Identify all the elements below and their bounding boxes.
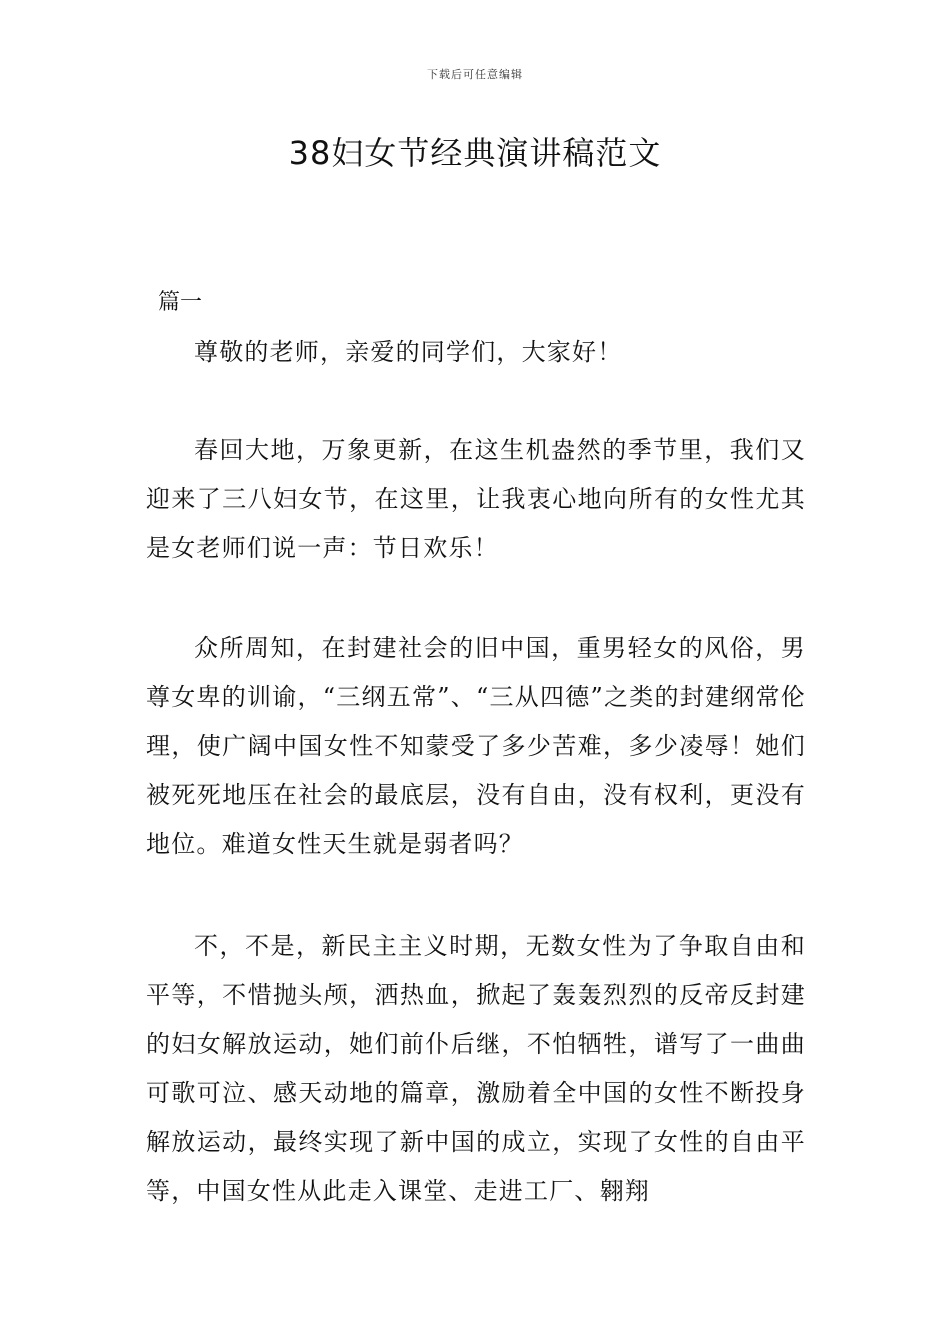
greeting-block [146, 328, 806, 377]
paragraph-block-1 [146, 426, 806, 573]
greeting-paragraph: 尊敬的老师，亲爱的同学们，大家好！ [194, 338, 623, 366]
header-note: 下载后可任意编辑 [427, 68, 523, 81]
paragraph-block-2 [146, 624, 806, 869]
section-label: 篇一 [158, 290, 203, 315]
body-paragraph-3: 不，不是，新民主主义时期，无数女性为了争取自由和平等，不惜抛头颅，洒热血，掀起了轰轰烈烈的反帝反封建的妇女解放运动，她们前仆后继，不怕牺牲，谱写了一曲曲可歌可泣、感天动地的篇章，激励着全中国的女性不断投身解放运动，最终实现了新中国的成立，实现了女性的自由平等，中国女性从此走入课堂、走进工厂、翱翔 [146, 932, 806, 1205]
body-paragraph-1: 春回大地，万象更新，在这生机盎然的季节里，我们又迎来了三八妇女节，在这里，让我衷心地向所有的女性尤其是女老师们说一声：节日欢乐！ [146, 436, 806, 562]
body-paragraph-2: 众所周知，在封建社会的旧中国，重男轻女的风俗，男尊女卑的训谕，“三纲五常”、“三从四德”之类的封建纲常伦理，使广阔中国女性不知蒙受了多少苦难，多少凌辱！她们被死死地压在社会的最底层，没有自由，没有权利，更没有地位。难道女性天生就是弱者吗？ [146, 634, 806, 858]
paragraph-block-3 [146, 922, 806, 1216]
document-title: 38妇女节经典演讲稿范文 [288, 134, 662, 172]
